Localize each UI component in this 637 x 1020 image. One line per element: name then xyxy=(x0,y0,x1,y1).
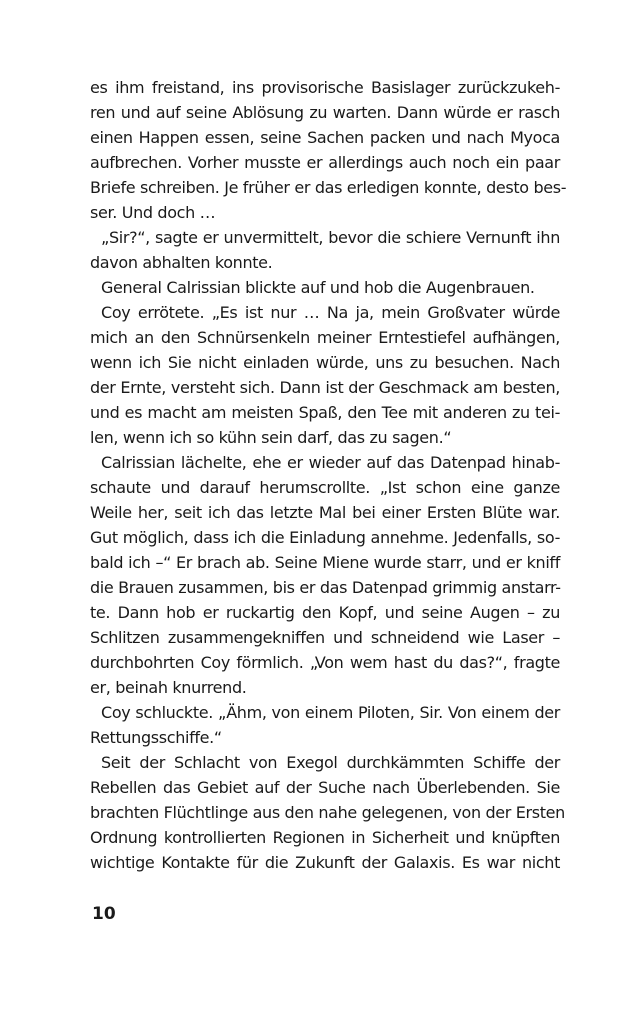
text-line: General Calrissian blickte auf und hob die Augenbrauen. xyxy=(101,278,535,297)
text-line: Coy errötete. „Es ist nur … Na ja, mein Großvater würde xyxy=(101,303,560,322)
paragraph xyxy=(90,700,560,750)
text-line: der Ernte, versteht sich. Dann ist der Geschmack am besten, xyxy=(90,378,560,397)
text-line: Schlitzen zusammengekniffen und schneidend wie Laser – xyxy=(90,628,560,647)
page-number: 10 xyxy=(92,904,116,924)
text-line: Calrissian lächelte, ehe er wieder auf das Datenpad hinab- xyxy=(101,453,560,472)
text-line: ser. Und doch … xyxy=(90,203,216,222)
text-line: und es macht am meisten Spaß, den Tee mit anderen zu tei- xyxy=(90,403,560,422)
text-line: einen Happen essen, seine Sachen packen und nach Myoca xyxy=(90,128,560,147)
text-line: er, beinah knurrend. xyxy=(90,678,247,697)
text-line: Seit der Schlacht von Exegol durchkämmten Schiffe der xyxy=(101,753,560,772)
text-line: te. Dann hob er ruckartig den Kopf, und seine Augen – zu xyxy=(90,603,560,622)
text-line: Gut möglich, dass ich die Einladung annehme. Jedenfalls, so- xyxy=(90,528,560,547)
text-line: ren und auf seine Ablösung zu warten. Dann würde er rasch xyxy=(90,103,560,122)
text-line: Weile her, seit ich das letzte Mal bei einer Ersten Blüte war. xyxy=(90,503,560,522)
paragraph xyxy=(90,300,560,450)
text-line: davon abhalten konnte. xyxy=(90,253,273,272)
text-line: Ordnung kontrollierten Regionen in Sicherheit und knüpften xyxy=(90,828,560,847)
text-line: die Brauen zusammen, bis er das Datenpad grimmig anstarr- xyxy=(90,578,561,597)
paragraph xyxy=(90,750,565,875)
text-line: Rebellen das Gebiet auf der Suche nach Überlebenden. Sie xyxy=(90,778,560,797)
text-line: wenn ich Sie nicht einladen würde, uns zu besuchen. Nach xyxy=(90,353,560,372)
text-line: Coy schluckte. „Ähm, von einem Piloten, Sir. Von einem der xyxy=(101,703,560,722)
paragraph xyxy=(90,450,560,700)
text-line: Rettungsschiffe.“ xyxy=(90,728,222,747)
text-line: mich an den Schnürsenkeln meiner Erntestiefel aufhängen, xyxy=(90,328,560,347)
text-line: len, wenn ich so kühn sein darf, das zu sagen.“ xyxy=(90,428,452,447)
text-line: es ihm freistand, ins provisorische Basislager zurückzukeh- xyxy=(90,78,560,97)
paragraph xyxy=(90,275,560,300)
text-line: bald ich –“ Er brach ab. Seine Miene wurde starr, und er kniff xyxy=(90,553,560,572)
text-line: brachten Flüchtlinge aus den nahe gelegenen, von der Ersten xyxy=(90,803,565,822)
text-line: wichtige Kontakte für die Zukunft der Galaxis. Es war nicht xyxy=(90,853,560,872)
paragraph xyxy=(90,75,567,225)
text-line: aufbrechen. Vorher musste er allerdings auch noch ein paar xyxy=(90,153,560,172)
text-line: „Sir?“, sagte er unvermittelt, bevor die schiere Vernunft ihn xyxy=(101,228,560,247)
text-line: durchbohrten Coy förmlich. „Von wem hast du das?“, fragte xyxy=(90,653,560,672)
text-line: Briefe schreiben. Je früher er das erledigen konnte, desto bes- xyxy=(90,178,567,197)
body-text xyxy=(90,75,567,875)
text-line: schaute und darauf herumscrollte. „Ist schon eine ganze xyxy=(90,478,560,497)
paragraph xyxy=(90,225,560,275)
